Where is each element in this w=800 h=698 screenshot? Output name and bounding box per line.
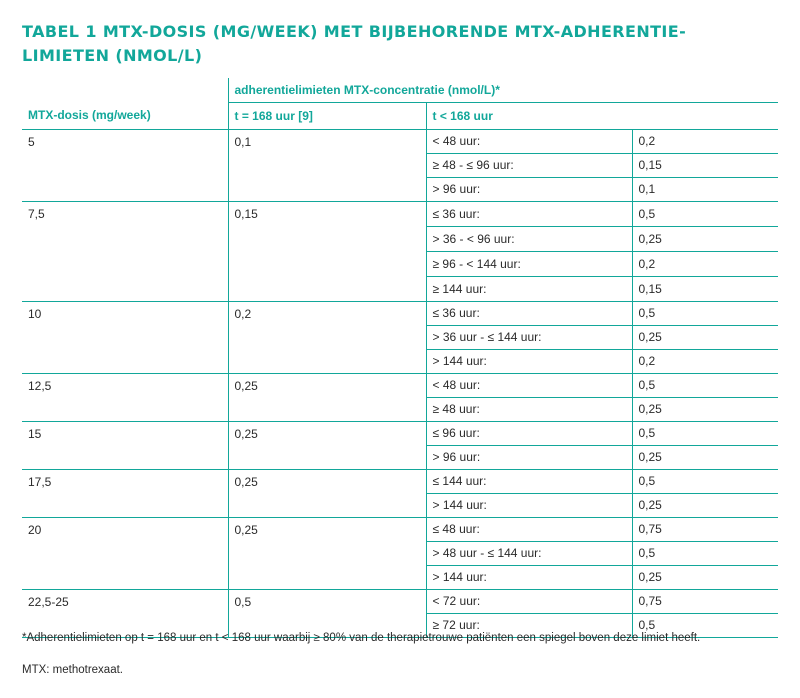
cell-time-range: ≤ 96 uur: <box>426 421 632 445</box>
cell-time-range: ≥ 48 - ≤ 96 uur: <box>426 153 632 177</box>
cell-t168: 0,25 <box>228 421 426 469</box>
cell-limit-value: 0,5 <box>632 421 778 445</box>
cell-time-range: ≥ 144 uur: <box>426 276 632 301</box>
cell-limit-value: 0,75 <box>632 517 778 541</box>
cell-t168: 0,15 <box>228 201 426 301</box>
header-empty-cell <box>22 78 228 102</box>
cell-limit-value: 0,5 <box>632 301 778 325</box>
cell-limit-value: 0,25 <box>632 397 778 421</box>
cell-limit-value: 0,5 <box>632 613 778 637</box>
table-row <box>22 469 778 493</box>
cell-t168: 0,25 <box>228 517 426 589</box>
cell-time-range: ≥ 72 uur: <box>426 613 632 637</box>
table-row <box>22 201 778 226</box>
table-row <box>22 517 778 541</box>
table-header-group-row <box>22 78 778 102</box>
table-row <box>22 373 778 397</box>
cell-limit-value: 0,5 <box>632 469 778 493</box>
header-tlt168: t < 168 uur <box>426 102 778 129</box>
cell-limit-value: 0,2 <box>632 349 778 373</box>
table-row <box>22 301 778 325</box>
cell-dose: 17,5 <box>22 469 228 517</box>
cell-time-range: > 96 uur: <box>426 445 632 469</box>
cell-limit-value: 0,15 <box>632 153 778 177</box>
cell-dose: 5 <box>22 129 228 201</box>
header-group-label: adherentielimieten MTX-concentratie (nmol/L)* <box>228 78 778 102</box>
cell-dose: 20 <box>22 517 228 589</box>
cell-time-range: < 72 uur: <box>426 589 632 613</box>
cell-time-range: ≤ 144 uur: <box>426 469 632 493</box>
cell-limit-value: 0,5 <box>632 541 778 565</box>
table-title <box>22 20 782 68</box>
cell-time-range: < 48 uur: <box>426 373 632 397</box>
cell-time-range: > 36 uur - ≤ 144 uur: <box>426 325 632 349</box>
cell-dose: 12,5 <box>22 373 228 421</box>
cell-limit-value: 0,5 <box>632 201 778 226</box>
cell-limit-value: 0,2 <box>632 251 778 276</box>
cell-t168: 0,25 <box>228 469 426 517</box>
cell-limit-value: 0,25 <box>632 445 778 469</box>
cell-limit-value: 0,2 <box>632 129 778 153</box>
cell-limit-value: 0,25 <box>632 565 778 589</box>
cell-time-range: ≤ 36 uur: <box>426 301 632 325</box>
cell-dose: 10 <box>22 301 228 373</box>
cell-limit-value: 0,25 <box>632 493 778 517</box>
table-row <box>22 421 778 445</box>
cell-time-range: ≥ 96 - < 144 uur: <box>426 251 632 276</box>
cell-time-range: > 144 uur: <box>426 349 632 373</box>
cell-dose: 22,5-25 <box>22 589 228 637</box>
header-t168: t = 168 uur [9] <box>228 102 426 129</box>
mtx-table <box>22 78 778 638</box>
cell-t168: 0,2 <box>228 301 426 373</box>
table-row <box>22 589 778 613</box>
cell-time-range: > 144 uur: <box>426 565 632 589</box>
cell-dose: 7,5 <box>22 201 228 301</box>
cell-t168: 0,1 <box>228 129 426 201</box>
table-title-line-2: LIMIETEN (NMOL/L) <box>22 46 203 65</box>
cell-time-range: ≤ 48 uur: <box>426 517 632 541</box>
cell-t168: 0,5 <box>228 589 426 637</box>
cell-limit-value: 0,1 <box>632 177 778 201</box>
cell-time-range: > 36 - < 96 uur: <box>426 226 632 251</box>
abbreviation-note: MTX: methotrexaat. <box>22 664 123 676</box>
cell-limit-value: 0,15 <box>632 276 778 301</box>
cell-limit-value: 0,25 <box>632 226 778 251</box>
cell-limit-value: 0,5 <box>632 373 778 397</box>
cell-time-range: ≤ 36 uur: <box>426 201 632 226</box>
table-header-row <box>22 102 778 129</box>
cell-time-range: > 144 uur: <box>426 493 632 517</box>
cell-limit-value: 0,25 <box>632 325 778 349</box>
cell-limit-value: 0,75 <box>632 589 778 613</box>
cell-t168: 0,25 <box>228 373 426 421</box>
cell-time-range: > 48 uur - ≤ 144 uur: <box>426 541 632 565</box>
table-title-line-1: TABEL 1 MTX-DOSIS (MG/WEEK) MET BIJBEHORENDE MTX-ADHERENTIE- <box>22 22 687 41</box>
footnote: *Adherentielimieten op t = 168 uur en t < 168 uur waarbij ≥ 80% van de therapietrouwe patiënten een spiegel boven deze limiet heeft. <box>22 632 701 644</box>
cell-time-range: > 96 uur: <box>426 177 632 201</box>
cell-dose: 15 <box>22 421 228 469</box>
header-dose: MTX-dosis (mg/week) <box>22 102 228 129</box>
cell-time-range: ≥ 48 uur: <box>426 397 632 421</box>
table-row <box>22 129 778 153</box>
cell-time-range: < 48 uur: <box>426 129 632 153</box>
